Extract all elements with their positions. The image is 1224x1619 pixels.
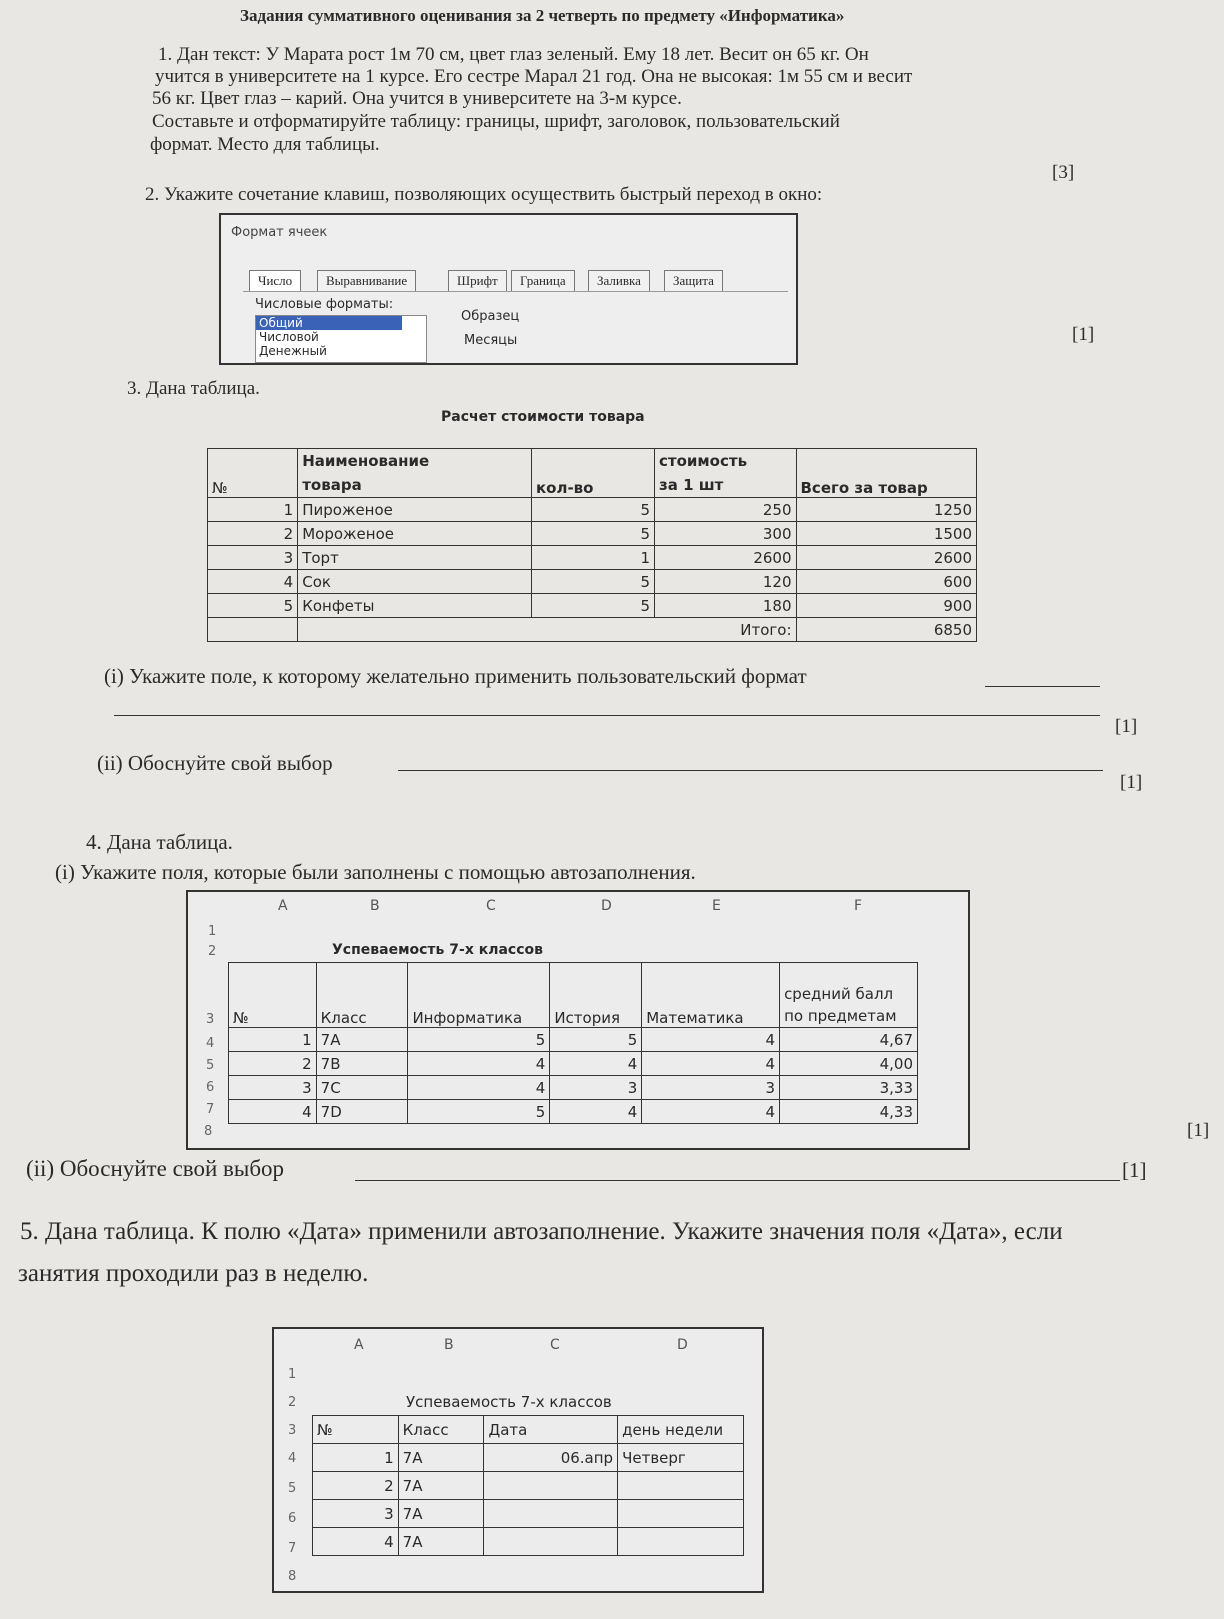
col-header: A bbox=[354, 1337, 364, 1353]
row-number: 6 bbox=[288, 1511, 297, 1526]
tab-fill[interactable]: Заливка bbox=[588, 270, 650, 292]
col-header: A bbox=[278, 898, 288, 914]
task3-question-1: (i) Укажите поле, к которому желательно применить пользовательский формат bbox=[104, 664, 807, 688]
table-row: 1 7А 06.апр Четверг bbox=[313, 1444, 744, 1472]
task5-question-line2: занятия проходили раз в неделю. bbox=[18, 1260, 369, 1287]
answer-line[interactable] bbox=[355, 1180, 1120, 1181]
col-header: B bbox=[444, 1337, 454, 1353]
dates-title: Успеваемость 7-х классов bbox=[406, 1393, 612, 1411]
task4-question-2: (ii) Обоснуйте свой выбор bbox=[26, 1156, 285, 1181]
task3-score-1: [1] bbox=[1115, 716, 1138, 737]
row-number: 1 bbox=[288, 1367, 297, 1382]
table-total-row bbox=[208, 618, 977, 642]
tab-protection[interactable]: Защита bbox=[664, 270, 723, 292]
table-row: 1 7А 5 5 4 4,67 bbox=[229, 1028, 918, 1052]
answer-line[interactable] bbox=[398, 770, 1103, 771]
table-header-row bbox=[208, 449, 977, 498]
header-num: № bbox=[208, 449, 298, 498]
row-number: 8 bbox=[204, 1124, 213, 1139]
row-number: 2 bbox=[208, 944, 217, 959]
task4-heading: 4. Дана таблица. bbox=[86, 830, 233, 854]
table-row: 1 Пироженое 5 250 1250 bbox=[208, 498, 977, 522]
task1-line: учится в университете на 1 курсе. Его сестре Марал 21 год. Она не высокая: 1м 55 см и весит bbox=[155, 66, 913, 87]
row-number: 2 bbox=[288, 1395, 297, 1410]
itogo-label: Итого: bbox=[655, 618, 796, 642]
table-row: 4 Сок 5 120 600 bbox=[208, 570, 977, 594]
number-formats-list[interactable] bbox=[255, 315, 427, 363]
task4-question-1: (i) Укажите поля, которые были заполнены с помощью автозаполнения. bbox=[55, 860, 696, 884]
col-header: E bbox=[712, 898, 721, 914]
task5-question-line1: 5. Дана таблица. К полю «Дата» применили автозаполнение. Укажите значения поля «Дата», если bbox=[20, 1218, 1063, 1245]
col-header: D bbox=[601, 898, 612, 914]
row-number: 1 bbox=[208, 924, 217, 939]
row-number: 5 bbox=[288, 1481, 297, 1496]
table-row: 2 Мороженое 5 300 1500 bbox=[208, 522, 977, 546]
col-header: B bbox=[370, 898, 380, 914]
tab-alignment[interactable]: Выравнивание bbox=[317, 270, 416, 292]
row-number: 4 bbox=[206, 1036, 215, 1051]
table-row: 2 7В 4 4 4 4,00 bbox=[229, 1052, 918, 1076]
grades-table bbox=[228, 962, 918, 1124]
sample-value: Месяцы bbox=[464, 333, 518, 348]
list-item-general[interactable]: Общий bbox=[256, 316, 402, 330]
row-number: 6 bbox=[206, 1080, 215, 1095]
table-row: 2 7А bbox=[313, 1472, 744, 1500]
task3-question-2: (ii) Обоснуйте свой выбор bbox=[97, 751, 333, 775]
table-header-row: № Класс Информатика История Математика средний балл по предметам bbox=[229, 963, 918, 1028]
col-header: D bbox=[677, 1337, 688, 1353]
spreadsheet-dates bbox=[272, 1327, 764, 1593]
itogo-value: 6850 bbox=[796, 618, 977, 642]
table-row: 3 7А bbox=[313, 1500, 744, 1528]
cost-table bbox=[207, 448, 977, 642]
table-header-row: № Класс Дата день недели bbox=[313, 1416, 744, 1444]
task4-score-2: [1] bbox=[1122, 1158, 1147, 1182]
sample-label: Образец bbox=[461, 309, 520, 324]
header-average: средний балл по предметам bbox=[780, 963, 918, 1028]
grades-title: Успеваемость 7-х классов bbox=[332, 942, 543, 958]
row-number: 8 bbox=[288, 1569, 297, 1584]
task2-question: 2. Укажите сочетание клавиш, позволяющих осуществить быстрый переход в окно: bbox=[145, 184, 823, 205]
table-row: 5 Конфеты 5 180 900 bbox=[208, 594, 977, 618]
answer-line[interactable] bbox=[114, 715, 1100, 716]
task3-heading: 3. Дана таблица. bbox=[127, 378, 260, 399]
task1-line: 1. Дан текст: У Марата рост 1м 70 см, цвет глаз зеленый. Ему 18 лет. Весит он 65 кг. Он bbox=[158, 44, 869, 65]
header-qty: кол-во bbox=[531, 449, 654, 498]
task1-line: формат. Место для таблицы. bbox=[150, 134, 380, 155]
row-number: 5 bbox=[206, 1058, 215, 1073]
row-number: 7 bbox=[206, 1102, 215, 1117]
row-number: 3 bbox=[288, 1423, 297, 1438]
dates-table bbox=[312, 1415, 744, 1556]
col-header: C bbox=[486, 898, 496, 914]
table-row: 3 7С 4 3 3 3,33 bbox=[229, 1076, 918, 1100]
row-number: 7 bbox=[288, 1541, 297, 1556]
task1-line: 56 кг. Цвет глаз – карий. Она учится в университете на 3-м курсе. bbox=[152, 88, 682, 109]
tab-border[interactable]: Граница bbox=[511, 270, 575, 292]
table-row: 3 Торт 1 2600 2600 bbox=[208, 546, 977, 570]
row-number: 3 bbox=[206, 1012, 215, 1027]
list-item-currency[interactable]: Денежный bbox=[259, 344, 327, 358]
page-title: Задания суммативного оценивания за 2 четверть по предмету «Информатика» bbox=[240, 6, 845, 25]
header-total: Всего за товар bbox=[796, 449, 977, 498]
table-row: 4 7D 5 4 4 4,33 bbox=[229, 1100, 918, 1124]
tab-font[interactable]: Шрифт bbox=[448, 270, 507, 292]
col-header: C bbox=[550, 1337, 560, 1353]
spreadsheet-grades bbox=[186, 890, 970, 1150]
dialog-title: Формат ячеек bbox=[231, 225, 328, 240]
task2-score: [1] bbox=[1072, 324, 1095, 345]
table-row: 4 7А bbox=[313, 1528, 744, 1556]
tab-number[interactable]: Число bbox=[249, 270, 301, 291]
list-item-numeric[interactable]: Числовой bbox=[259, 330, 319, 344]
task4-score-1: [1] bbox=[1187, 1120, 1210, 1141]
answer-line[interactable] bbox=[985, 686, 1100, 687]
header-name: Наименование товара bbox=[298, 449, 532, 498]
row-number: 4 bbox=[288, 1451, 297, 1466]
task1-line: Составьте и отформатируйте таблицу: границы, шрифт, заголовок, пользовательский bbox=[152, 111, 840, 132]
header-cost: стоимость за 1 шт bbox=[655, 449, 796, 498]
col-header: F bbox=[854, 898, 863, 914]
task3-table-title: Расчет стоимости товара bbox=[441, 409, 645, 425]
format-cells-dialog bbox=[219, 213, 798, 365]
task1-score: [3] bbox=[1052, 162, 1075, 183]
task3-score-2: [1] bbox=[1120, 772, 1143, 793]
number-formats-label: Числовые форматы: bbox=[255, 297, 394, 312]
